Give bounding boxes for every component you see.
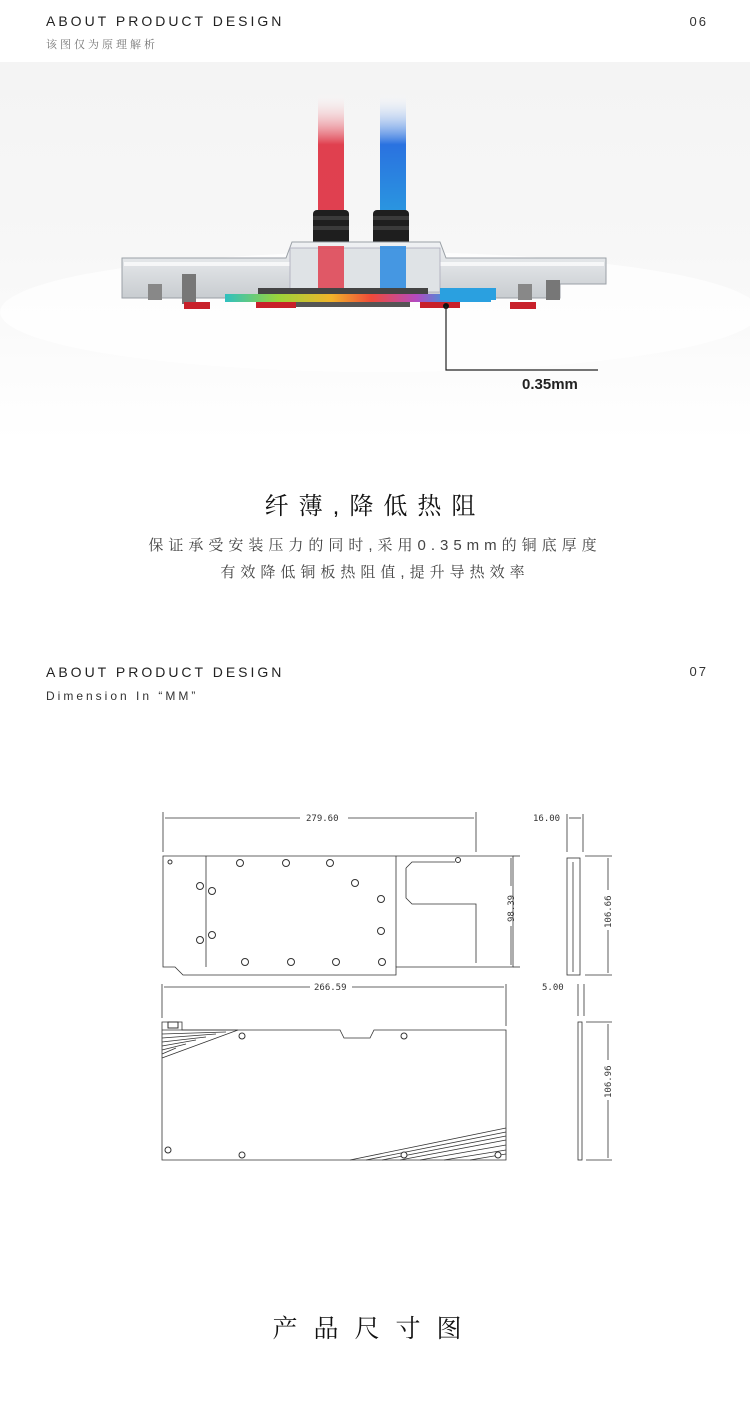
dim-side-depth-bottom: 5.00	[542, 983, 564, 993]
dim-side-depth-top: 16.00	[533, 814, 561, 824]
section-title-06: ABOUT PRODUCT DESIGN	[46, 13, 285, 29]
page-number-07: 07	[689, 664, 708, 679]
feature-heading: 纤薄,降低热阻	[264, 493, 486, 520]
dim-bottom-length: 266.59	[314, 983, 347, 993]
thickness-callout: 0.35mm	[522, 376, 578, 393]
section-subtitle-06: 该图仅为原理解析	[46, 39, 158, 51]
page-number-06: 06	[689, 14, 708, 29]
dim-top-height: 98.39	[507, 894, 517, 922]
dimension-drawing	[0, 760, 750, 1220]
dim-side-height-bottom: 106.96	[604, 1065, 614, 1098]
feature-description-line-1: 保证承受安装压力的同时,采用0.35mm的铜底厚度	[148, 537, 602, 554]
gpu-waterblock-illustration	[0, 62, 750, 442]
dim-side-height-top: 106.66	[604, 895, 614, 928]
dim-top-length: 279.60	[306, 814, 339, 824]
drawing-caption: 产品尺寸图	[272, 1315, 478, 1343]
section-title-07: ABOUT PRODUCT DESIGN	[46, 664, 285, 680]
section-subtitle-07: Dimension In “MM”	[46, 689, 199, 703]
feature-description-line-2: 有效降低铜板热阻值,提升导热效率	[220, 564, 530, 581]
